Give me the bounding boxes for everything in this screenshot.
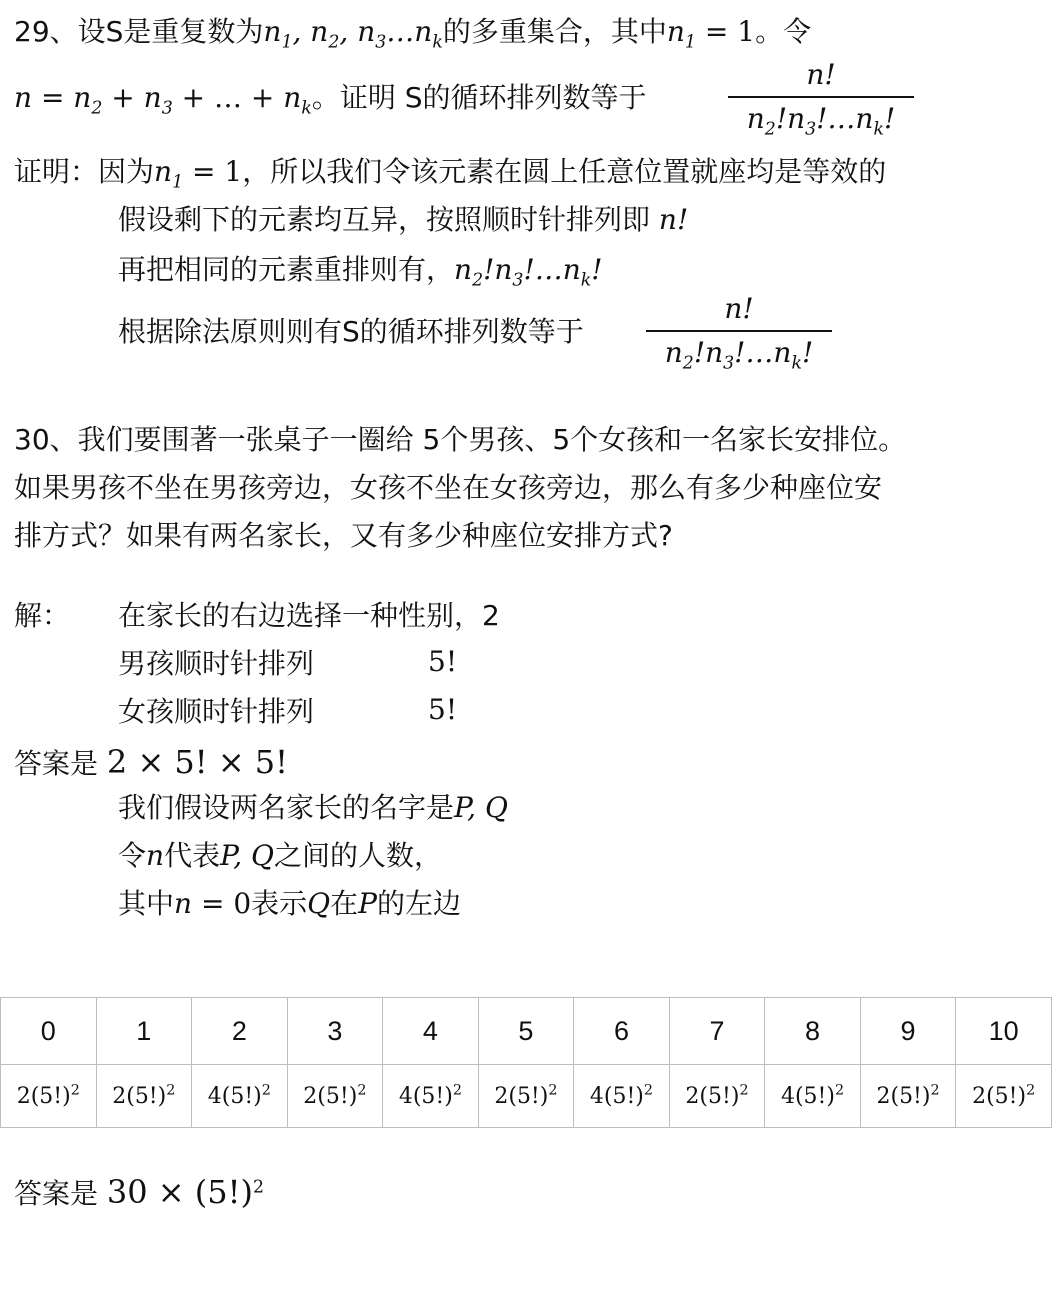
table-cell: 7 xyxy=(669,998,765,1065)
math-n-list: $n_1$, $n_2$, $n_3\dots n_k$ xyxy=(263,15,443,53)
assume-line-1: 我们假设两名家长的名字是P, Q xyxy=(118,791,508,824)
solution-step-1: 在家长的右边选择一种性别，2 xyxy=(118,599,500,632)
table-cell: 8 xyxy=(765,998,861,1065)
q30-text-1: 30、我们要围著一张桌子一圈给 5个男孩、5个女孩和一名家长安排位。 xyxy=(14,423,907,456)
table-cell: $4(5!)^2$ xyxy=(383,1065,479,1128)
solution-step-2-value: 5! xyxy=(428,645,458,678)
frac-denominator: $n_2!n_3!\dots n_k$! xyxy=(746,102,896,140)
table-cell: 9 xyxy=(860,998,956,1065)
q30-text-2: 如果男孩不坐在男孩旁边，女孩不坐在女孩旁边，那么有多少种座位安 xyxy=(14,471,883,504)
solution-step-3-value: 5! xyxy=(428,693,458,726)
table-cell: $2(5!)^2$ xyxy=(860,1065,956,1128)
table-header-row xyxy=(1,998,1052,1065)
table-cell: $2(5!)^2$ xyxy=(96,1065,192,1128)
table-cell: 5 xyxy=(478,998,574,1065)
q29-proof-line-4: 根据除法原则则有S的循环排列数等于 xyxy=(118,315,584,348)
table-cell: $4(5!)^2$ xyxy=(574,1065,670,1128)
q29-fraction-1 xyxy=(728,56,914,138)
frac-denominator: $n_2!n_3!\dots n_k$! xyxy=(664,336,814,374)
table-cell: 6 xyxy=(574,998,670,1065)
answer-1: 答案是 2 × 5! × 5! xyxy=(14,743,289,781)
assume-line-3: 其中n = 0表示Q在P的左边 xyxy=(118,887,461,920)
assume-line-2: 令n代表P, Q之间的人数， xyxy=(118,839,443,872)
math-n-sum: $n = n_2 + n_3$ + … + $n_k$ xyxy=(14,81,312,119)
solution-label: 解： xyxy=(14,599,71,632)
table-cell: 10 xyxy=(956,998,1052,1065)
table-cell: 0 xyxy=(1,998,97,1065)
frac-numerator: n! xyxy=(724,292,754,325)
table-cell: $2(5!)^2$ xyxy=(669,1065,765,1128)
table-cell: $4(5!)^2$ xyxy=(192,1065,288,1128)
frac-bar xyxy=(646,330,832,332)
table-value-row xyxy=(1,1065,1052,1128)
table-cell: 1 xyxy=(96,998,192,1065)
table-cell: $2(5!)^2$ xyxy=(1,1065,97,1128)
q29-proof-line-1: 证明：因为$n_1 = 1$，所以我们令该元素在圆上任意位置就座均是等效的 xyxy=(14,155,887,193)
table-cell: $4(5!)^2$ xyxy=(765,1065,861,1128)
q29-proof-line-2: 假设剩下的元素均互异，按照顺时针排列即 n! xyxy=(118,203,689,236)
q29-line-1: 29、设S是重复数为$n_1$, $n_2$, $n_3\dots n_k$的多重集合，其中$n_1 = 1$。令 xyxy=(14,15,812,53)
q30-text-3: 排方式？如果有两名家长，又有多少种座位安排方式? xyxy=(14,519,673,552)
arrangement-table xyxy=(0,997,1052,1128)
frac-bar xyxy=(728,96,914,98)
q29-line-2: $n = n_2 + n_3$ + … + $n_k$。证明 S的循环排列数等于 xyxy=(14,81,647,119)
q29-proof-line-3: 再把相同的元素重排则有，$n_2!n_3!\dots n_k$! xyxy=(118,253,603,291)
frac-numerator: n! xyxy=(806,58,836,91)
solution-step-3-label: 女孩顺时针排列 xyxy=(118,695,315,728)
table-cell: $2(5!)^2$ xyxy=(478,1065,574,1128)
q29-fraction-2 xyxy=(646,290,832,372)
answer-2: 答案是 $30 \times (5!)^2$ xyxy=(14,1173,265,1211)
table-cell: 4 xyxy=(383,998,479,1065)
table-cell: 2 xyxy=(192,998,288,1065)
solution-step-2-label: 男孩顺时针排列 xyxy=(118,647,315,680)
table-cell: $2(5!)^2$ xyxy=(956,1065,1052,1128)
table-cell: 3 xyxy=(287,998,383,1065)
table-cell: $2(5!)^2$ xyxy=(287,1065,383,1128)
math-n1-eq-1: $n_1 = 1$ xyxy=(666,15,756,53)
